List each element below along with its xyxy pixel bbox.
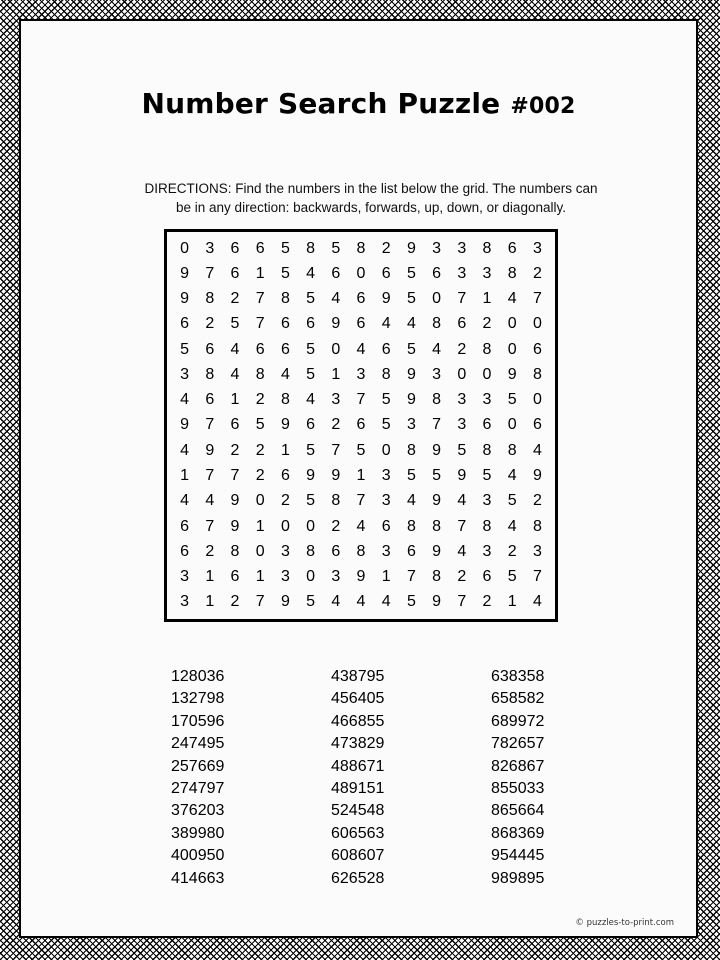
grid-cell[interactable]: 1 [205, 593, 215, 611]
grid-cell[interactable]: 4 [230, 365, 240, 383]
grid-cell[interactable]: 0 [255, 492, 265, 510]
grid-cell[interactable]: 9 [230, 517, 240, 535]
grid-cell[interactable]: 8 [205, 365, 215, 383]
grid-cell[interactable]: 7 [205, 517, 215, 535]
grid-cell[interactable]: 2 [532, 264, 542, 282]
grid-cell[interactable]: 9 [406, 391, 416, 409]
grid-cell[interactable]: 6 [180, 315, 190, 333]
number-list-item: 132798 [171, 690, 225, 708]
grid-cell[interactable]: 5 [306, 365, 316, 383]
number-list-column [171, 666, 331, 890]
grid-cell[interactable]: 1 [280, 441, 290, 459]
grid-cell[interactable]: 6 [306, 416, 316, 434]
grid-cell[interactable]: 3 [457, 239, 467, 257]
grid-cell[interactable]: 6 [507, 239, 517, 257]
grid-cell[interactable]: 5 [381, 391, 391, 409]
grid-cell[interactable]: 5 [331, 239, 341, 257]
grid-cell[interactable]: 8 [205, 290, 215, 308]
number-list-item: 989895 [491, 869, 545, 887]
grid-cell[interactable]: 9 [306, 467, 316, 485]
grid-cell[interactable]: 3 [356, 365, 366, 383]
grid-cell[interactable]: 2 [230, 290, 240, 308]
grid-cell[interactable]: 5 [507, 391, 517, 409]
grid-cell[interactable]: 0 [280, 517, 290, 535]
grid-cell[interactable]: 3 [457, 391, 467, 409]
grid-cell[interactable]: 1 [205, 568, 215, 586]
grid-cell[interactable]: 1 [180, 467, 190, 485]
grid-cell[interactable]: 3 [457, 264, 467, 282]
grid-cell[interactable]: 2 [482, 593, 492, 611]
grid-cell[interactable]: 3 [457, 416, 467, 434]
grid-cell[interactable]: 6 [280, 315, 290, 333]
grid-cell[interactable]: 0 [507, 340, 517, 358]
grid-cell[interactable]: 6 [532, 340, 542, 358]
number-list-item: 128036 [171, 668, 225, 685]
grid-cell[interactable]: 8 [230, 542, 240, 560]
grid-cell[interactable]: 9 [280, 416, 290, 434]
grid-cell[interactable]: 7 [406, 568, 416, 586]
grid-cell[interactable]: 2 [230, 593, 240, 611]
grid-cell[interactable]: 5 [507, 492, 517, 510]
grid-cell[interactable]: 4 [406, 315, 416, 333]
grid-cell[interactable]: 1 [230, 391, 240, 409]
grid-cell[interactable]: 7 [432, 416, 442, 434]
number-list-item: 473829 [331, 735, 385, 753]
grid-cell[interactable]: 4 [507, 517, 517, 535]
grid-cell[interactable]: 3 [180, 365, 190, 383]
grid-cell[interactable]: 0 [457, 365, 467, 383]
grid-cell[interactable]: 7 [532, 290, 542, 308]
grid-cell[interactable]: 4 [180, 441, 190, 459]
grid-cell[interactable]: 3 [381, 542, 391, 560]
grid-cell[interactable]: 1 [255, 517, 265, 535]
grid-cell[interactable]: 1 [255, 264, 265, 282]
grid-cell[interactable]: 8 [306, 239, 316, 257]
grid-cell[interactable]: 4 [356, 593, 366, 611]
grid-cell[interactable]: 3 [280, 568, 290, 586]
number-list-column [491, 666, 651, 890]
grid-cell[interactable]: 5 [356, 441, 366, 459]
grid-cell[interactable]: 3 [432, 239, 442, 257]
number-list-item: 524548 [331, 802, 385, 820]
page-title [21, 87, 696, 120]
grid-cell[interactable]: 8 [280, 290, 290, 308]
grid-cell[interactable]: 8 [331, 492, 341, 510]
grid-cell[interactable]: 2 [205, 542, 215, 560]
number-list-item: 274797 [171, 779, 225, 797]
grid-cell[interactable]: 8 [482, 340, 492, 358]
number-list-item: 826867 [491, 757, 545, 775]
grid-cell[interactable]: 3 [280, 542, 290, 560]
grid-cell[interactable]: 7 [356, 492, 366, 510]
directions-line-1: DIRECTIONS: Find the numbers in the list below the grid. The numbers can [144, 181, 598, 196]
grid-cell[interactable]: 4 [507, 467, 517, 485]
grid-cell[interactable]: 1 [381, 568, 391, 586]
grid-cell[interactable]: 3 [406, 416, 416, 434]
grid-cell[interactable]: 2 [532, 492, 542, 510]
grid-cell[interactable]: 1 [356, 467, 366, 485]
grid-cell[interactable]: 3 [381, 492, 391, 510]
grid-cell[interactable]: 6 [381, 340, 391, 358]
grid-cell[interactable]: 1 [255, 568, 265, 586]
number-list-item: 170596 [171, 712, 225, 730]
grid-cell[interactable]: 4 [180, 492, 190, 510]
grid-cell[interactable]: 8 [381, 365, 391, 383]
grid-cell[interactable]: 6 [331, 542, 341, 560]
number-list-item: 782657 [491, 735, 545, 753]
grid-cell[interactable]: 7 [331, 441, 341, 459]
number-list-item: 606563 [331, 824, 385, 842]
grid-cell[interactable]: 7 [356, 391, 366, 409]
grid-cell[interactable]: 8 [356, 542, 366, 560]
grid-cell[interactable]: 2 [331, 416, 341, 434]
grid-cell[interactable]: 6 [230, 416, 240, 434]
grid-cell[interactable]: 4 [532, 441, 542, 459]
directions-line-2: be in any direction: backwards, forwards, up, down, or diagonally. [176, 200, 566, 215]
grid-cell[interactable]: 9 [180, 264, 190, 282]
grid-cell[interactable]: 9 [331, 315, 341, 333]
grid-cell[interactable]: 6 [180, 517, 190, 535]
grid-cell[interactable]: 8 [406, 517, 416, 535]
grid-cell[interactable]: 6 [381, 517, 391, 535]
grid-cell[interactable]: 0 [306, 568, 316, 586]
number-list-item: 865664 [491, 802, 545, 820]
grid-cell[interactable]: 8 [482, 517, 492, 535]
grid-cell[interactable]: 4 [331, 593, 341, 611]
grid-cell[interactable]: 8 [356, 239, 366, 257]
grid-cell[interactable]: 5 [306, 340, 316, 358]
grid-cell[interactable]: 9 [356, 568, 366, 586]
number-list-item: 376203 [171, 802, 225, 820]
grid-cell[interactable]: 5 [306, 593, 316, 611]
grid-cell[interactable]: 0 [180, 239, 190, 257]
grid-cell[interactable]: 4 [406, 492, 416, 510]
grid-cell[interactable]: 8 [255, 365, 265, 383]
grid-cell[interactable]: 0 [306, 517, 316, 535]
grid-cell[interactable]: 6 [432, 264, 442, 282]
grid-cell[interactable]: 3 [331, 391, 341, 409]
puzzle-sheet [19, 19, 698, 938]
grid-cell[interactable]: 5 [230, 315, 240, 333]
grid-cell[interactable]: 6 [280, 340, 290, 358]
number-list-item: 257669 [171, 757, 225, 775]
number-grid [164, 229, 558, 622]
grid-cell[interactable]: 6 [356, 290, 366, 308]
grid-cell[interactable]: 4 [507, 290, 517, 308]
number-list-item: 626528 [331, 869, 385, 887]
grid-cell[interactable]: 3 [180, 593, 190, 611]
grid-cell[interactable]: 5 [306, 441, 316, 459]
grid-cell[interactable]: 6 [381, 264, 391, 282]
grid-cell[interactable]: 2 [255, 441, 265, 459]
grid-cell[interactable]: 6 [532, 416, 542, 434]
grid-cell[interactable]: 2 [280, 492, 290, 510]
grid-cell[interactable]: 9 [406, 239, 416, 257]
grid-cell[interactable]: 6 [356, 315, 366, 333]
number-list-column [331, 666, 491, 890]
number-list-item: 954445 [491, 847, 545, 865]
grid-cell[interactable]: 4 [457, 492, 467, 510]
grid-cell[interactable]: 9 [532, 467, 542, 485]
number-list-item: 389980 [171, 824, 225, 842]
grid-cell[interactable]: 0 [432, 290, 442, 308]
grid-cell[interactable]: 5 [482, 467, 492, 485]
grid-cell[interactable]: 3 [381, 467, 391, 485]
grid-cell[interactable]: 4 [532, 593, 542, 611]
puzzle-number: #002 [510, 94, 576, 119]
grid-cell[interactable]: 6 [406, 542, 416, 560]
grid-cell[interactable]: 8 [507, 441, 517, 459]
grid-cell[interactable]: 0 [532, 391, 542, 409]
grid-cell[interactable]: 5 [280, 239, 290, 257]
grid-cell[interactable]: 5 [180, 340, 190, 358]
grid-cell[interactable]: 4 [356, 517, 366, 535]
grid-cell[interactable]: 7 [205, 416, 215, 434]
grid-cell[interactable]: 6 [280, 467, 290, 485]
grid-cell[interactable]: 0 [255, 542, 265, 560]
number-list [171, 666, 651, 890]
number-list-item: 466855 [331, 712, 385, 730]
grid-cell[interactable]: 0 [482, 365, 492, 383]
grid-cell[interactable]: 3 [205, 239, 215, 257]
number-list-item: 868369 [491, 824, 545, 842]
grid-cell[interactable]: 5 [280, 264, 290, 282]
grid-cell[interactable]: 5 [381, 416, 391, 434]
number-list-item: 400950 [171, 847, 225, 865]
grid-cell[interactable]: 9 [331, 467, 341, 485]
grid-cell[interactable]: 9 [432, 542, 442, 560]
grid-cell[interactable]: 5 [406, 340, 416, 358]
grid-cell[interactable]: 4 [180, 391, 190, 409]
copyright-credit: © puzzles-to-print.com [575, 918, 674, 928]
number-list-item: 456405 [331, 690, 385, 708]
grid-cell[interactable]: 2 [255, 391, 265, 409]
grid-cell[interactable]: 6 [482, 416, 492, 434]
grid-cell[interactable]: 0 [381, 441, 391, 459]
grid-cell[interactable]: 5 [255, 416, 265, 434]
grid-cell[interactable]: 8 [406, 441, 416, 459]
grid-cell[interactable]: 3 [482, 264, 492, 282]
grid-cell[interactable]: 7 [230, 467, 240, 485]
grid-cell[interactable]: 9 [432, 492, 442, 510]
grid-cell[interactable]: 4 [381, 315, 391, 333]
grid-cell[interactable]: 4 [356, 340, 366, 358]
grid-cell[interactable]: 8 [432, 568, 442, 586]
grid-cell[interactable]: 4 [331, 290, 341, 308]
grid-cell[interactable]: 7 [255, 290, 265, 308]
grid-cell[interactable]: 4 [457, 542, 467, 560]
grid-cell[interactable]: 3 [482, 391, 492, 409]
grid-cell[interactable]: 4 [306, 391, 316, 409]
grid-cell[interactable]: 4 [205, 492, 215, 510]
number-list-item: 489151 [331, 779, 385, 797]
grid-cell[interactable]: 5 [306, 492, 316, 510]
number-list-item: 438795 [331, 668, 385, 685]
grid-cell[interactable]: 2 [457, 340, 467, 358]
grid-cell[interactable]: 7 [457, 290, 467, 308]
grid-cell[interactable]: 0 [356, 264, 366, 282]
grid-cell[interactable]: 9 [230, 492, 240, 510]
grid-cell[interactable]: 8 [482, 239, 492, 257]
grid-cell[interactable]: 9 [406, 365, 416, 383]
grid-cell[interactable]: 4 [230, 340, 240, 358]
grid-cell[interactable]: 9 [507, 365, 517, 383]
grid-cell[interactable]: 2 [205, 315, 215, 333]
grid-cell[interactable]: 8 [280, 391, 290, 409]
grid-cell[interactable]: 6 [205, 340, 215, 358]
title-text: Number Search Puzzle [141, 87, 501, 120]
grid-cell[interactable]: 8 [482, 441, 492, 459]
grid-cell[interactable]: 6 [230, 264, 240, 282]
grid-cell[interactable]: 1 [331, 365, 341, 383]
grid-cell[interactable]: 3 [482, 492, 492, 510]
number-list-item: 608607 [331, 847, 385, 865]
grid-cell[interactable]: 2 [255, 467, 265, 485]
grid-cell[interactable]: 9 [280, 593, 290, 611]
grid-cell[interactable]: 4 [432, 340, 442, 358]
grid-cell[interactable]: 9 [432, 593, 442, 611]
grid-cell[interactable]: 7 [457, 593, 467, 611]
grid-cell[interactable]: 7 [205, 467, 215, 485]
grid-cell[interactable]: 2 [381, 239, 391, 257]
grid-cell[interactable]: 5 [406, 467, 416, 485]
grid-cell[interactable]: 3 [331, 568, 341, 586]
grid-cell[interactable]: 6 [230, 239, 240, 257]
grid-cell[interactable]: 2 [457, 568, 467, 586]
grid-cell[interactable]: 8 [507, 264, 517, 282]
grid-cell[interactable]: 0 [331, 340, 341, 358]
grid-cell[interactable]: 5 [406, 290, 416, 308]
grid-cell[interactable]: 3 [482, 542, 492, 560]
grid-cell[interactable]: 8 [532, 365, 542, 383]
grid-cell[interactable]: 8 [306, 542, 316, 560]
grid-cell[interactable]: 0 [507, 315, 517, 333]
grid-cell[interactable]: 6 [255, 340, 265, 358]
number-list-item: 855033 [491, 779, 545, 797]
grid-cell[interactable]: 9 [432, 441, 442, 459]
grid-cell[interactable]: 9 [180, 290, 190, 308]
grid-cell[interactable]: 3 [180, 568, 190, 586]
grid-cell[interactable]: 9 [457, 467, 467, 485]
grid-cell[interactable]: 8 [532, 517, 542, 535]
grid-cell[interactable]: 9 [180, 416, 190, 434]
number-list-item: 247495 [171, 735, 225, 753]
grid-cell[interactable]: 2 [507, 542, 517, 560]
grid-cell[interactable]: 8 [432, 517, 442, 535]
grid-cell[interactable]: 9 [381, 290, 391, 308]
grid-cell[interactable]: 8 [432, 315, 442, 333]
number-list-item: 689972 [491, 712, 545, 730]
grid-cell[interactable]: 3 [532, 542, 542, 560]
grid-cell[interactable]: 6 [306, 315, 316, 333]
grid-cell[interactable]: 8 [432, 391, 442, 409]
grid-cell[interactable]: 6 [482, 568, 492, 586]
grid-cell[interactable]: 5 [432, 467, 442, 485]
grid-cell[interactable]: 6 [331, 264, 341, 282]
grid-cell[interactable]: 1 [482, 290, 492, 308]
grid-cell[interactable]: 6 [230, 568, 240, 586]
grid-cell[interactable]: 2 [230, 441, 240, 459]
grid-cell[interactable]: 7 [457, 517, 467, 535]
grid-cell[interactable]: 3 [532, 239, 542, 257]
number-list-item: 414663 [171, 869, 225, 887]
number-list-item: 638358 [491, 668, 545, 685]
grid-cell[interactable]: 5 [306, 290, 316, 308]
grid-cell[interactable]: 6 [457, 315, 467, 333]
grid-cell[interactable]: 7 [255, 315, 265, 333]
grid-cell[interactable]: 2 [331, 517, 341, 535]
grid-cell[interactable]: 6 [180, 542, 190, 560]
grid-cell[interactable]: 7 [255, 593, 265, 611]
number-list-item: 488671 [331, 757, 385, 775]
grid-cell[interactable]: 4 [280, 365, 290, 383]
grid-cell[interactable]: 2 [482, 315, 492, 333]
grid-cell[interactable]: 6 [255, 239, 265, 257]
grid-cell[interactable]: 5 [507, 568, 517, 586]
grid-cell[interactable]: 5 [406, 593, 416, 611]
grid-cell[interactable]: 7 [532, 568, 542, 586]
grid-cell[interactable]: 3 [432, 365, 442, 383]
grid-cell[interactable]: 0 [507, 416, 517, 434]
grid-cell[interactable]: 9 [205, 441, 215, 459]
number-list-item: 658582 [491, 690, 545, 708]
grid-cell[interactable]: 0 [532, 315, 542, 333]
grid-cell[interactable]: 4 [306, 264, 316, 282]
grid-cell[interactable]: 6 [205, 391, 215, 409]
grid-cell[interactable]: 6 [356, 416, 366, 434]
grid-cell[interactable]: 1 [507, 593, 517, 611]
grid-cell[interactable]: 4 [381, 593, 391, 611]
grid-cell[interactable]: 5 [406, 264, 416, 282]
grid-cell[interactable]: 7 [205, 264, 215, 282]
directions [121, 179, 621, 217]
grid-cell[interactable]: 5 [457, 441, 467, 459]
